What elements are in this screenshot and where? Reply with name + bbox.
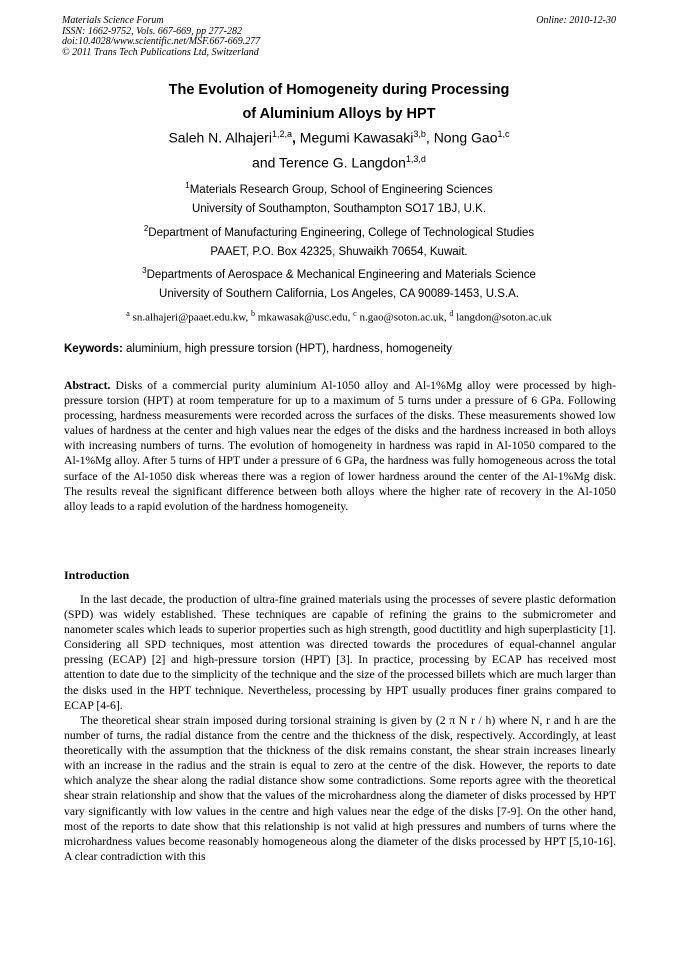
keywords-label: Keywords: xyxy=(64,343,123,355)
paper-title-line-2: of Aluminium Alloys by HPT xyxy=(242,106,436,122)
author-name: Terence G. Langdon xyxy=(279,154,406,171)
abstract-label: Abstract. xyxy=(64,379,111,392)
authors-line-1: Saleh N. Alhajeri$^{1,2,a}$, Megumi Kawasaki$^{3,b}$, Nong Gao$^{1,c}$ xyxy=(168,129,510,146)
section-heading-introduction: Introduction xyxy=(64,568,130,582)
author-name: Saleh N. Alhajeri xyxy=(168,129,272,146)
email-marker: b xyxy=(251,309,256,318)
online-date: Online: 2010-12-30 xyxy=(536,15,616,26)
email-link[interactable]: sn.alhajeri@paaet.edu.kw, xyxy=(132,311,249,324)
paper-title-line-1: The Evolution of Homogeneity during Processing xyxy=(168,82,510,98)
email-marker: a xyxy=(126,309,130,318)
affiliation-1-line-1 xyxy=(40,181,638,196)
email-marker: c xyxy=(353,309,357,318)
author-affil-marker: 1,c xyxy=(497,129,510,139)
email-link[interactable]: n.gao@soton.ac.uk, xyxy=(359,311,447,324)
affiliation-marker: 1 xyxy=(185,181,190,190)
affiliation-text: Departments of Aerospace & Mechanical Engineering and Materials Science xyxy=(146,268,536,281)
affiliation-2-line-2: PAAET, P.O. Box 42325, Shuwaikh 70654, Kuwait. xyxy=(210,246,468,258)
journal-name: Materials Science Forum xyxy=(62,15,164,26)
author-affil-marker: 1,3,d xyxy=(405,154,426,164)
authors-line-2 xyxy=(40,154,638,171)
intro-paragraph-2: The theoretical shear strain imposed during torsional straining is given by (2 π N r / h) where N, r and h are the number of turns, the radial distance from the centre and the thickness of the disk, respectively. Accordingly, at least theoretically with the assumption that the thickness of the disk remains constant, the shear strain increases linearly with an increase in the radius and the strain is equal to zero at the centre of the disk. However, the reports to date which analyze the shear along the radial distance show some contradictions. Some reports agree with the theoretical shear strain relationship and show that the values of the microhardness along the diameter of disks processed by HPT vary significantly with low values in the centre and high values near the edge of the disks [7-9]. On the other hand, most of the reports to date show that this relationship is not valid at high pressures and numbers of turns where the microhardness values become reasonably homogeneous along the diameter of the disks processed by HPT [5,10-16]. A clear contradiction with this xyxy=(64,714,616,863)
journal-doi: doi:10.4028/www.scientific.net/MSF.667-669.277 xyxy=(62,36,261,47)
keywords xyxy=(64,343,616,355)
author-name: Nong Gao xyxy=(433,129,498,146)
affiliation-marker: 3 xyxy=(142,266,147,275)
author-emails xyxy=(40,309,638,324)
affiliation-marker: 2 xyxy=(143,224,149,233)
email-link[interactable]: mkawasak@usc.edu, xyxy=(257,311,351,324)
abstract-text: Disks of a commercial purity aluminium Al-1050 alloy and Al-1%Mg alloy were processed by high-pressure torsion (HPT) at room temperature for up to a maximum of 5 turns under a pressure of 6 GPa. Following processing, hardness measurements were recorded across the surfaces of the disks. These measurements showed low values of hardness at the center and high values near the edges of the disks and the hardness increased in both alloys with increasing numbers of turns. The evolution of homogeneity in hardness was rapid in Al-1050 compared to the Al-1%Mg alloy. After 5 turns of HPT under a pressure of 6 GPa, the hardness was fully homogeneous across the total surface of the Al-1050 disk whereas there was a region of lower hardness around the center of the Al-1%Mg disk. The results reveal the significant difference between both alloys where the higher rate of recovery in the Al-1050 alloy leads to a rapid evolution of the hardness homogeneity. xyxy=(64,379,617,513)
affiliation-text: Materials Research Group, School of Engineering Sciences xyxy=(189,183,493,196)
email-marker: d xyxy=(449,309,454,318)
journal-copyright: © 2011 Trans Tech Publications Ltd, Switzerland xyxy=(62,46,259,58)
affiliation-3-line-2: University of Southern California, Los Angeles, CA 90089-1453, U.S.A. xyxy=(159,288,519,300)
author-affil-marker: 1,2,a xyxy=(271,129,292,139)
author-name: Megumi Kawasaki xyxy=(299,129,414,146)
abstract xyxy=(64,378,616,514)
journal-header xyxy=(62,16,616,58)
affiliation-3-line-1 xyxy=(40,266,638,281)
keywords-text: aluminium, high pressure torsion (HPT), hardness, homogeneity xyxy=(126,343,452,355)
email-link[interactable]: langdon@soton.ac.uk xyxy=(456,311,552,324)
intro-paragraph-1: In the last decade, the production of ultra-fine grained materials using the processes of severe plastic deformation (SPD) was widely established. These techniques are capable of refining the grains to the submicrometer and nanometer scales which leads to superior properties such as high strength, good ductitlity and high superplasticity [1]. Considering all SPD techniques, most attention was directed towards the procedures of equal-channel angular pressing (ECAP) [2] and high-pressure torsion (HPT) [3]. In practice, processing by ECAP has received most attention to date due to the simplicity of the technique and the size of the processed billets which are much larger than the disks used in the HPT technique. Nevertheless, processing by HPT usually produces finer grains compared to ECAP [4-6]. xyxy=(64,593,616,712)
author-affil-marker: 3,b xyxy=(413,129,426,139)
author-conjunction: and xyxy=(252,154,280,171)
affiliation-1-line-2: University of Southampton, Southampton SO17 1BJ, U.K. xyxy=(191,203,487,215)
journal-issn: ISSN: 1662-9752, Vols. 667-669, pp 277-282 xyxy=(62,25,242,37)
affiliation-text: Department of Manufacturing Engineering, College of Technological Studies xyxy=(148,226,535,239)
affiliation-2-line-1 xyxy=(40,224,638,239)
